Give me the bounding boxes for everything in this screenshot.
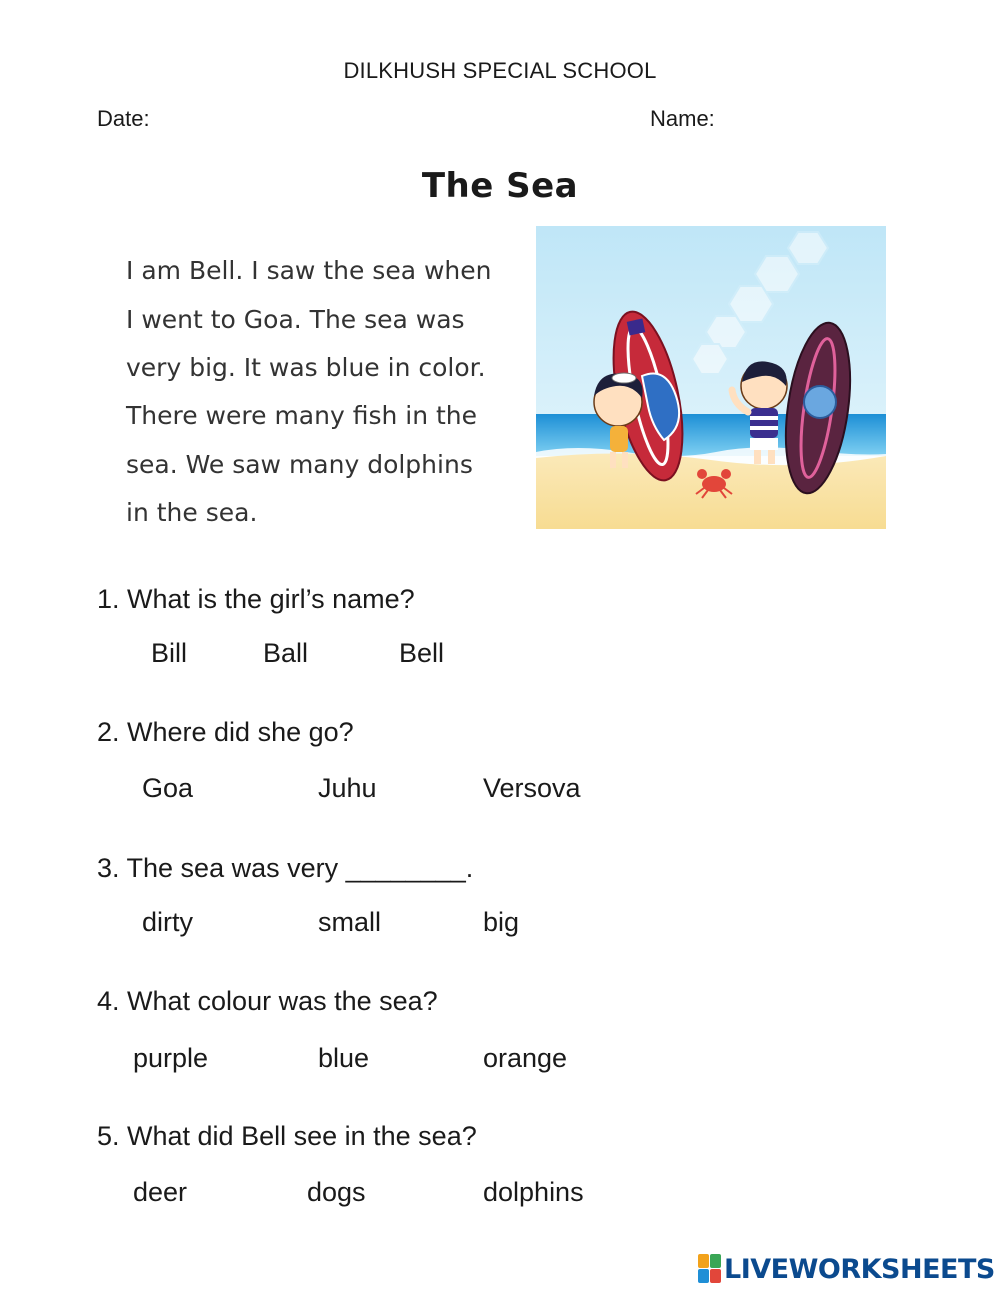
passage-line: sea. We saw many dolphins — [126, 450, 473, 479]
liveworksheets-logo-icon — [698, 1254, 722, 1284]
question-4: 4. What colour was the sea? — [97, 986, 438, 1016]
beach-kids-illustration — [536, 226, 886, 529]
answer-option[interactable]: small — [318, 907, 382, 937]
passage-line: I am Bell. I saw the sea when — [126, 256, 492, 285]
answer-option[interactable]: orange — [483, 1043, 568, 1073]
answer-option[interactable]: Versova — [483, 773, 581, 803]
passage-line: I went to Goa. The sea was — [126, 305, 465, 334]
answer-option[interactable]: dogs — [307, 1177, 366, 1207]
school-name: DILKHUSH SPECIAL SCHOOL — [343, 58, 657, 83]
passage-line: There were many fish in the — [126, 401, 478, 430]
answer-option[interactable]: dolphins — [483, 1177, 584, 1207]
liveworksheets-brand: LIVEWORKSHEETS — [724, 1254, 995, 1285]
question-5: 5. What did Bell see in the sea? — [97, 1121, 477, 1151]
answer-option[interactable]: Juhu — [318, 773, 377, 803]
answer-option[interactable]: Goa — [142, 773, 194, 803]
answer-option[interactable]: Bill — [151, 638, 188, 668]
name-label: Name: — [650, 106, 715, 131]
question-2: 2. Where did she go? — [97, 717, 354, 747]
answer-option[interactable]: Bell — [399, 638, 445, 668]
passage-line: very big. It was blue in color. — [126, 353, 486, 382]
passage-line: in the sea. — [126, 498, 258, 527]
date-label: Date: — [97, 106, 150, 131]
answer-option[interactable]: blue — [318, 1043, 370, 1073]
worksheet-title: The Sea — [421, 166, 579, 206]
question-1: 1. What is the girl’s name? — [97, 584, 415, 614]
answer-option[interactable]: Ball — [263, 638, 309, 668]
answer-option[interactable]: big — [483, 907, 520, 937]
answer-option[interactable]: dirty — [142, 907, 194, 937]
question-3: 3. The sea was very ________. — [97, 853, 474, 883]
answer-option[interactable]: purple — [133, 1043, 209, 1073]
answer-option[interactable]: deer — [133, 1177, 188, 1207]
